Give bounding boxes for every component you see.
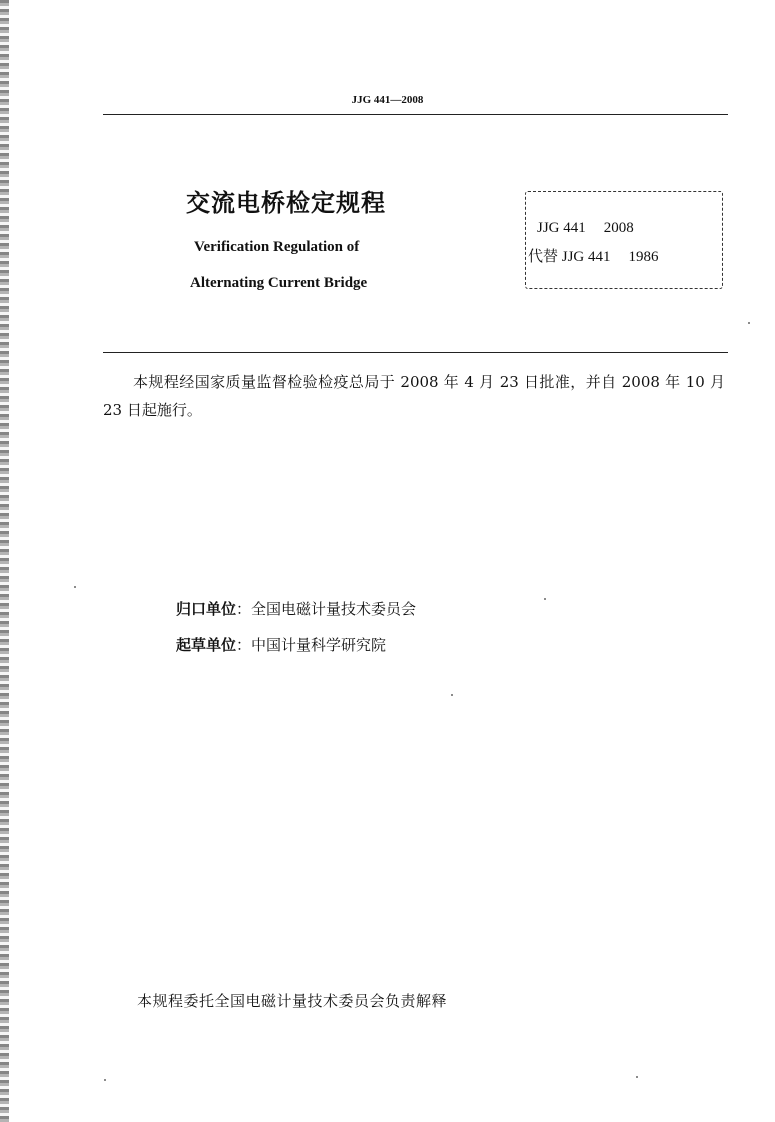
- drafting-unit-value: 中国计量科学研究院: [251, 636, 387, 654]
- standard-code-box: [525, 191, 723, 289]
- running-header-code: JJG 441—2008: [351, 94, 424, 106]
- regulation-title-english-line2: Alternating Current Bridge: [190, 275, 368, 291]
- standard-code: [537, 220, 634, 237]
- responsible-unit-label: 归口单位: [176, 600, 237, 618]
- responsible-unit: [176, 598, 416, 619]
- scanned-page-edge: [0, 0, 9, 1122]
- scan-speck: [451, 694, 453, 696]
- drafting-unit-label: 起草单位: [176, 636, 237, 654]
- regulation-title-chinese: 交流电桥检定规程: [186, 189, 386, 217]
- scan-speck: [74, 586, 76, 588]
- header-rule: [103, 114, 728, 115]
- drafting-unit: [176, 634, 386, 655]
- standard-code-year: 2008: [603, 220, 634, 236]
- section-rule: [103, 352, 728, 353]
- approval-statement: 本规程经国家质量监督检验检疫总局于 2008 年 4 月 23 日批准，并自 2008 年 10 月 23 日起施行。: [103, 373, 725, 419]
- scan-speck: [544, 598, 546, 600]
- scan-speck: [104, 1079, 106, 1081]
- drafting-unit-separator: ：: [236, 636, 252, 654]
- interpretation-note: 本规程委托全国电磁计量技术委员会负责解释: [137, 992, 448, 1010]
- standard-code-prefix: JJG 441: [537, 220, 586, 236]
- replaced-standard-code: [528, 245, 659, 266]
- regulation-title-english-line1: Verification Regulation of: [194, 239, 360, 255]
- replaced-code-prefix: 代替 JJG 441: [528, 249, 611, 265]
- scan-speck: [748, 322, 750, 324]
- scan-speck: [636, 1076, 638, 1078]
- replaced-code-year: 1986: [628, 249, 659, 265]
- responsible-unit-separator: ：: [236, 600, 252, 618]
- responsible-unit-value: 全国电磁计量技术委员会: [251, 600, 417, 618]
